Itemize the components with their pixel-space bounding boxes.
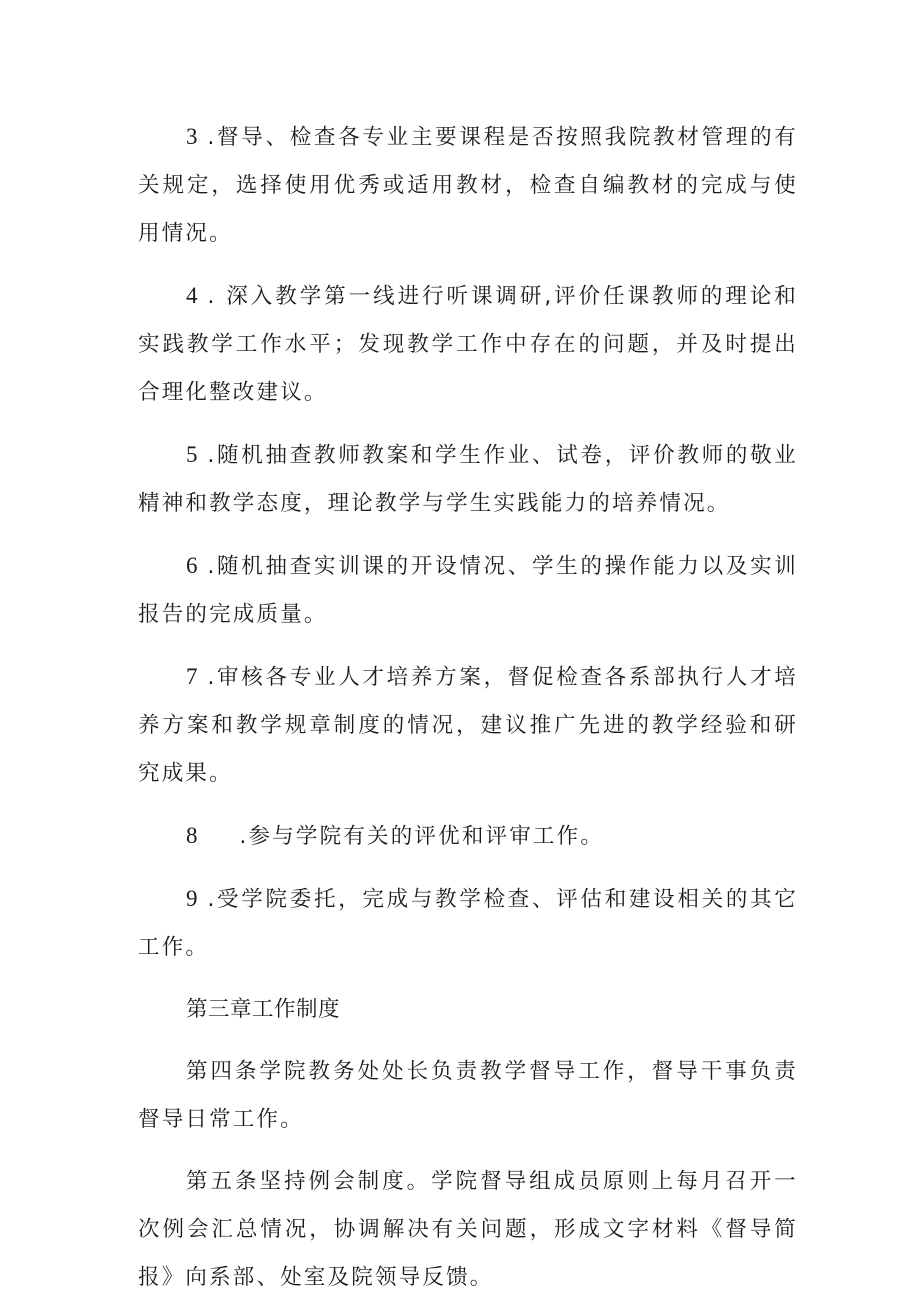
list-item-3 — [138, 113, 798, 258]
item-number: 3 — [186, 124, 198, 149]
item-number: 6 — [186, 553, 198, 578]
list-item-7 — [138, 653, 798, 798]
list-item-6 — [138, 542, 798, 639]
article-5: 第五条坚持例会制度。学院督导组成员原则上每月召开一次例会汇总情况，协调解决有关问题，形成文字材料《督导简报》向系部、处室及院领导反馈。 — [138, 1169, 798, 1290]
item-text: .参与学院有关的评优和评审工作。 — [239, 824, 605, 849]
list-item-8 — [138, 812, 798, 861]
document-page — [138, 113, 798, 1316]
list-item-4 — [138, 272, 798, 417]
item-text: .随机抽查实训课的开设情况、学生的操作能力以及实训报告的完成质量。 — [138, 554, 798, 627]
item-number: 4 — [186, 283, 198, 308]
item-number: 7 — [186, 664, 198, 689]
chapter-heading: 第三章工作制度 — [186, 997, 341, 1022]
item-text: .受学院委托，完成与教学检查、评估和建设相关的其它工作。 — [138, 887, 798, 960]
article-4: 第四条学院教务处处长负责教学督导工作，督导干事负责督导日常工作。 — [138, 1059, 798, 1132]
item-number: 8 — [186, 823, 198, 848]
item-text: .随机抽查教师教案和学生作业、试卷，评价教师的敬业精神和教学态度，理论教学与学生实践能力的培养情况。 — [138, 443, 798, 516]
item-number: 5 — [186, 442, 198, 467]
list-item-9 — [138, 875, 798, 972]
item-text: .督导、检查各专业主要课程是否按照我院教材管理的有关规定，选择使用优秀或适用教材，检查自编教材的完成与使用情况。 — [138, 125, 798, 246]
item-text: . 深入教学第一线进行听课调研,评价任课教师的理论和实践教学工作水平；发现教学工作中存在的问题，并及时提出合理化整改建议。 — [138, 284, 798, 405]
item-text: .审核各专业人才培养方案，督促检查各系部执行人才培养方案和教学规章制度的情况，建议推广先进的教学经验和研究成果。 — [138, 665, 798, 786]
item-number: 9 — [186, 886, 198, 911]
list-item-5 — [138, 431, 798, 528]
